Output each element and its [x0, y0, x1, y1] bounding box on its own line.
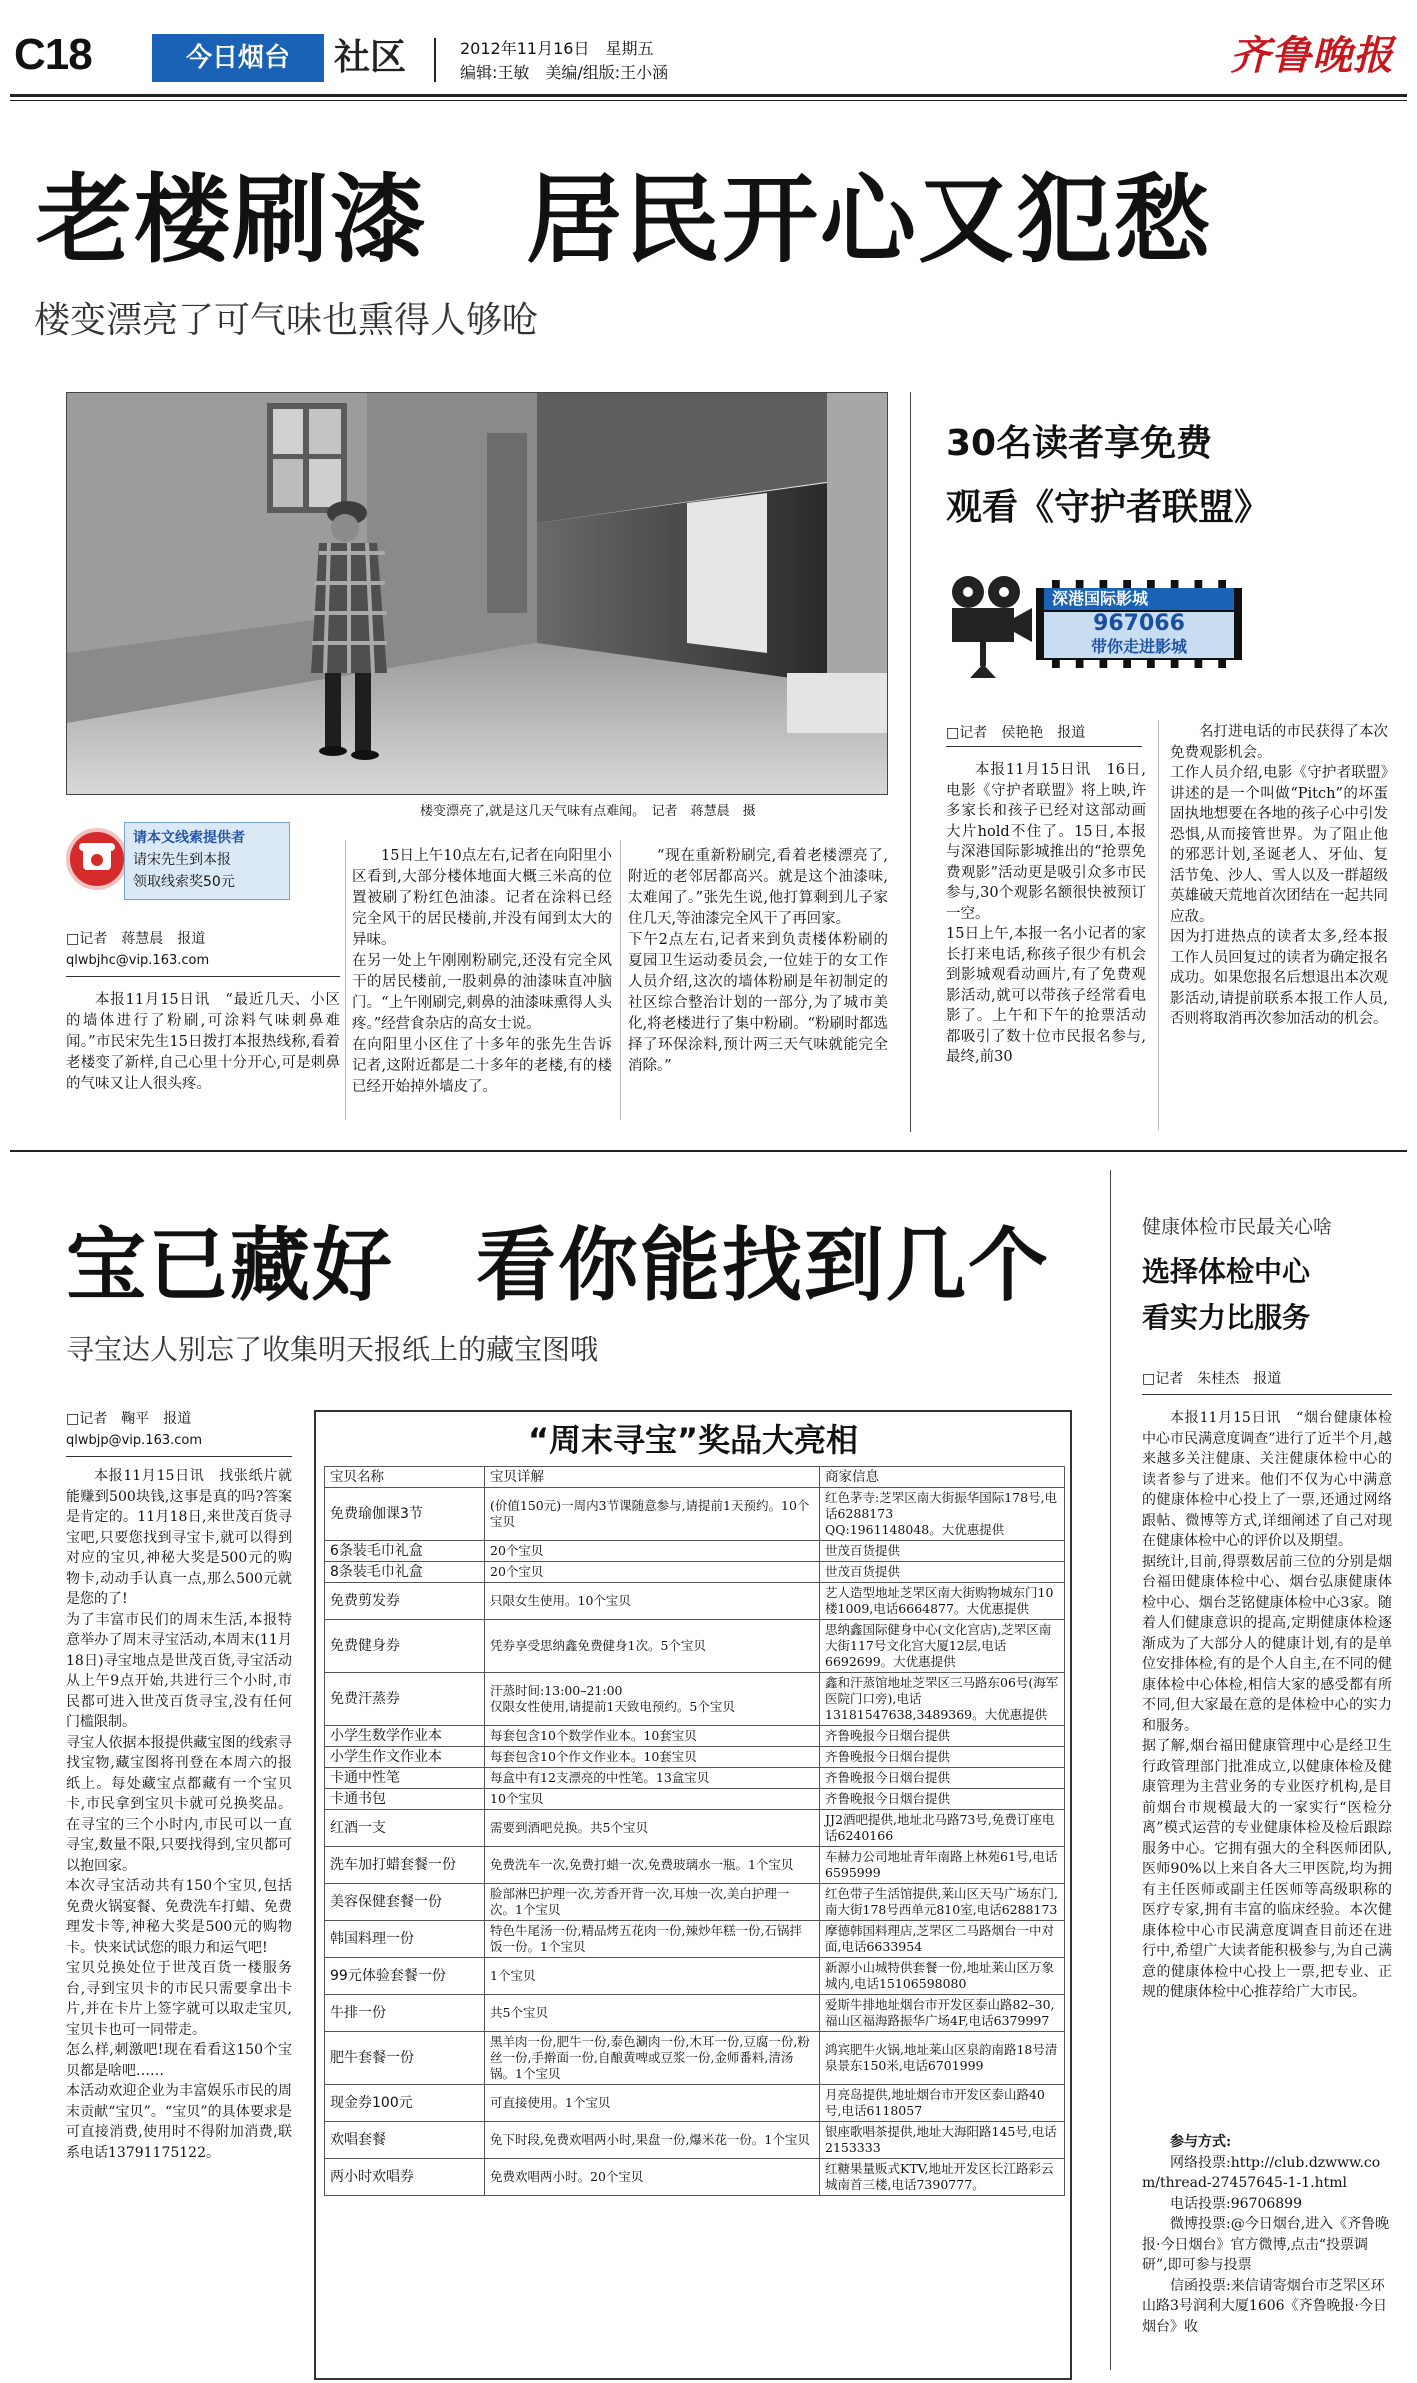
prize-merchant-cell: 世茂百货提供 [820, 1562, 1065, 1583]
prize-merchant-cell: 摩德韩国料理店,芝罘区二马路烟台一中对面,电话6633954 [820, 1921, 1065, 1958]
article3-byline: □记者 朱桂杰 报道 [1142, 1371, 1282, 1387]
prize-table-row [325, 1726, 1065, 1747]
film-reel-icon [946, 574, 1034, 678]
prize-detail-cell: 20个宝贝 [485, 1562, 820, 1583]
prize-merchant-cell: 红糖果量贩式KTV,地址开发区长江路彩云城南首三楼,电话7390777。 [820, 2159, 1065, 2196]
prize-merchant-cell: 鑫和汗蒸馆地址芝罘区三马路东06号(海军医院门口旁),电话13181547638,3489369。大优惠提供 [820, 1673, 1065, 1726]
prize-merchant-cell: 红色带子生活馆提供,莱山区天马广场东门,南大街178号西单元810室,电话6288173 [820, 1884, 1065, 1921]
masthead-rule [10, 94, 1407, 97]
prize-table-title: “周末寻宝”奖品大亮相 [527, 1421, 859, 1459]
prize-detail-cell: 每盒中有12支漂亮的中性笔。13盒宝贝 [485, 1768, 820, 1789]
section-rule-mid [10, 1150, 1407, 1152]
prize-detail-cell: 免费洗车一次,免费打蜡一次,免费玻璃水一瓶。1个宝贝 [485, 1847, 820, 1884]
article1-photo-caption: 楼变漂亮了,就是这几天气味有点难闻。 记者 蒋慧晨 摄 [420, 804, 756, 819]
prize-detail-cell: 20个宝贝 [485, 1541, 820, 1562]
prize-name-cell: 99元体验套餐一份 [325, 1958, 485, 1995]
hotline-text-box [124, 822, 290, 900]
promo-col2: 名打进电话的市民获得了本次免费观影机会。 工作人员介绍,电影《守护者联盟》讲述的是一个叫做“Pitch”的坏蛋固执地想要在各地的孩子心中引发恐惧,从而接管世界。为了阻止他的邪恶计划,圣诞老人、牙仙、复活节兔、沙人、雪人以及一群超级英雄破天荒地首次团结在一起共同应敌。 因为打进热点的读者太多,经本报工作人员回复过的读者为确定报名成功。如果您报名后想退出本次观影活动,请提前联系本报工作人员,否则将取消再次参加活动的机会。 [1170, 724, 1388, 1027]
prize-merchant-cell: 红色茅寺:芝罘区南大街振华国际178号,电话6288173 QQ:1961148048。大优惠提供 [820, 1488, 1065, 1541]
prize-table-row [325, 2122, 1065, 2159]
prize-detail-cell: 黑羊肉一份,肥牛一份,泰色涮肉一份,木耳一份,豆腐一份,粉丝一份,手擀面一份,自酿黄啤或豆浆一份,金师番料,清汤锅。1个宝贝 [485, 2032, 820, 2085]
howto-phone: 电话投票:96706899 [1170, 2195, 1302, 2212]
article1-headline: 老楼刷漆 居民开心又犯愁 [36, 164, 1212, 276]
article1-photo [66, 392, 888, 795]
promo-divider [910, 392, 911, 1132]
prize-detail-cell: 凭券享受思纳鑫免费健身1次。5个宝贝 [485, 1620, 820, 1673]
prize-name-cell: 美容保健套餐一份 [325, 1884, 485, 1921]
prize-detail-cell: 免费欢唱两小时。20个宝贝 [485, 2159, 820, 2196]
article2-body: 本报11月15日讯 找张纸片就能赚到500块钱,这事是真的吗?答案是肯定的。11月18日,来世茂百货寻宝吧,只要您找到寻宝卡,就可以得到对应的宝贝,神秘大奖是500元的购物卡,动动手认真一点,那么500元就是您的了! 为了丰富市民们的周末生活,本报特意举办了周末寻宝活动,本周末(11月18日)寻宝地点是世茂百货,寻宝活动从上午9点开始,共进行三个小时,市民都可进入世茂百货寻宝,没有任何门槛限制。 寻宝人依据本报提供藏宝图的线索寻找宝物,藏宝图将刊登在本周六的报纸上。每处藏宝点都藏有一个宝贝卡,市民拿到宝贝卡就可兑换奖品。在寻宝的三个小时内,市民可以一直寻宝,数量不限,只要找得到,宝贝都可以抱回家。 本次寻宝活动共有150个宝贝,包括免费火锅宴餐、免费洗车打蜡、免费理发卡等,神秘大奖是500元的购物卡。快来试试您的眼力和运气吧! 宝贝兑换处位于世茂百货一楼服务台,寻到宝贝卡的市民只需要拿出卡片,并在卡片上签字就可以取走宝贝,宝贝卡也可一同带走。 怎么样,刺激吧!现在看看这150个宝贝都是啥吧…… 本活动欢迎企业为丰富娱乐市民的周末贡献“宝贝”。“宝贝”的具体要求是可直接消费,使用时不得附加消费,联系电话13791175122。 [66, 1468, 292, 2161]
prize-detail-cell: 每套包含10个作文作业本。10套宝贝 [485, 1747, 820, 1768]
prize-merchant-cell: 齐鲁晚报今日烟台提供 [820, 1768, 1065, 1789]
cinema-slogan: 带你走进影城 [1044, 636, 1234, 658]
prize-merchant-cell: 车赫力公司地址青年南路上林苑61号,电话6595999 [820, 1847, 1065, 1884]
prize-merchant-cell: 艺人造型地址芝罘区南大街购物城东门10楼1009,电话6664877。大优惠提供 [820, 1583, 1065, 1620]
article1-email: qlwbjhc@vip.163.com [66, 953, 210, 968]
article1-col1: 本报11月15日讯 “最近几天、小区的墙体进行了粉刷,可涂料气味刺鼻难闻。”市民宋先生15日拨打本报热线称,看着老楼变了新样,自己心里十分开心,可是刺鼻的气味又让人很头疼。 [66, 992, 340, 1092]
article1-col-divider-2 [620, 840, 621, 1120]
prize-table-row [325, 2159, 1065, 2196]
article2-email: qlwbjp@vip.163.com [66, 1433, 203, 1448]
article3-headline-2: 看实力比服务 [1142, 1301, 1311, 1334]
prize-table-row [325, 1620, 1065, 1673]
date-line: 2012年11月16日 星期五 [460, 39, 654, 58]
prize-name-cell: 6条装毛巾礼盒 [325, 1541, 485, 1562]
prize-table-row [325, 1488, 1065, 1541]
masthead [0, 0, 1417, 120]
promo-col1: 本报11月15日讯 16日,电影《守护者联盟》将上映,许多家长和孩子已经对这部动画大片hold不住了。15日,本报与深港国际影城推出的“抢票免费观影”活动更是吸引众多市民参与,30个观影名额很快被预订一空。 15日上午,本报一名小记者的家长打来电话,称孩子很少有机会到影城观看动画片,有了免费观影活动,就可以带孩子经常看电影了。上午和下午的抢票活动都吸引了数十位市民报名参与,最终,前30 [946, 762, 1146, 1065]
prize-detail-cell: 每套包含10个数学作业本。10套宝贝 [485, 1726, 820, 1747]
prize-name-cell: 免费汗蒸券 [325, 1673, 485, 1726]
prize-table-row [325, 1747, 1065, 1768]
article1-byline: □记者 蒋慧晨 报道 [66, 931, 206, 947]
hotline-line-1: 请本文线索提供者 [133, 830, 245, 846]
prize-detail-cell: (价值150元)一周内3节课随意参与,请提前1天预约。10个宝贝 [485, 1488, 820, 1541]
howto-weibo: 微博投票:@今日烟台,进入《齐鲁晚报·今日烟台》官方微博,点击“投票调研”,即可参与投票 [1142, 2216, 1390, 2273]
cinema-name: 深港国际影城 [1044, 588, 1234, 610]
prize-name-cell: 卡通书包 [325, 1789, 485, 1810]
hotline-line-2: 请宋先生到本报 [133, 852, 231, 868]
prize-merchant-cell: JJ2酒吧提供,地址北马路73号,免费订座电话6240166 [820, 1810, 1065, 1847]
promo-title-2: 观看《守护者联盟》 [946, 487, 1271, 528]
prize-name-cell: 牛排一份 [325, 1995, 485, 2032]
prize-name-cell: 红酒一支 [325, 1810, 485, 1847]
prize-table-row [325, 1768, 1065, 1789]
hotline-badge [66, 816, 292, 908]
prize-table-row [325, 1810, 1065, 1847]
promo-byline-rule [946, 746, 1142, 747]
prize-header-name: 宝贝名称 [325, 1467, 485, 1488]
article3-howto [1142, 2132, 1392, 2337]
prize-header-detail: 宝贝详解 [485, 1467, 820, 1488]
prize-merchant-cell: 月亮岛提供,地址烟台市开发区泰山路40号,电话6118057 [820, 2085, 1065, 2122]
article3-divider [1110, 1170, 1111, 2370]
prize-merchant-cell: 爱斯牛排地址烟台市开发区泰山路82–30,福山区福海路振华广场4F,电话6379997 [820, 1995, 1065, 2032]
masthead-rule-thin [10, 100, 1407, 101]
prize-header-merchant: 商家信息 [820, 1467, 1065, 1488]
prize-name-cell: 卡通中性笔 [325, 1768, 485, 1789]
prize-table-row [325, 1847, 1065, 1884]
cinema-banner [946, 574, 1242, 684]
prize-table-row [325, 2085, 1065, 2122]
prize-table [324, 1466, 1065, 2196]
section-tag: 今日烟台 [152, 34, 324, 82]
prize-name-cell: 两小时欢唱券 [325, 2159, 485, 2196]
prize-detail-cell: 脸部淋巴护理一次,芳香开背一次,耳烛一次,美白护理一次。1个宝贝 [485, 1884, 820, 1921]
article1-col-divider-1 [345, 840, 346, 1120]
article2-byline-rule [66, 1456, 292, 1457]
prize-detail-cell: 共5个宝贝 [485, 1995, 820, 2032]
article1-col2: 15日上午10点左右,记者在向阳里小区看到,大部分楼体地面大概三米高的位置被刷了粉红色油漆。记者在涂料已经完全风干的居民楼前,并没有闻到太大的异味。 在另一处上午刚刚粉刷完,还没有完全风干的居民楼前,一股刺鼻的油漆味直冲脑门。“上午刚刷完,刺鼻的油漆味熏得人头疼。”经营食杂店的高女士说。 在向阳里小区住了十多年的张先生告诉记者,这附近都是二十多年的老楼,有的楼已经开始掉外墙皮了。 [352, 848, 612, 1095]
article3-byline-rule [1142, 1394, 1392, 1395]
newspaper-logo: 齐鲁晚报 [1230, 32, 1394, 79]
prize-detail-cell: 特色牛尾汤一份,精品烤五花肉一份,辣炒年糕一份,石锅拌饭一份。1个宝贝 [485, 1921, 820, 1958]
howto-web: 网络投票:http://club.dzwww.com/thread-27457645-1-1.html [1142, 2154, 1381, 2191]
prize-name-cell: 免费瑜伽课3节 [325, 1488, 485, 1541]
howto-title: 参与方式: [1170, 2134, 1232, 2150]
prize-name-cell: 洗车加打蜡套餐一份 [325, 1847, 485, 1884]
prize-detail-cell: 汗蒸时间:13:00–21:00 仅限女性使用,请提前1天致电预约。5个宝贝 [485, 1673, 820, 1726]
page-number: C18 [14, 30, 92, 79]
prize-table-row [325, 1789, 1065, 1810]
prize-merchant-cell: 鸿宾肥牛火锅,地址莱山区泉韵南路18号清泉景东150米,电话6701999 [820, 2032, 1065, 2085]
prize-table-row [325, 1884, 1065, 1921]
prize-table-row [325, 1995, 1065, 2032]
masthead-divider [434, 38, 436, 82]
prize-name-cell: 免费健身券 [325, 1620, 485, 1673]
prize-detail-cell: 免下时段,免费欢唱两小时,果盘一份,爆米花一份。1个宝贝 [485, 2122, 820, 2159]
cinema-phone: 967066 [1044, 612, 1234, 636]
prize-table-box [314, 1410, 1072, 2380]
prize-name-cell: 小学生数学作业本 [325, 1726, 485, 1747]
promo-title-1: 30名读者享免费 [946, 423, 1213, 464]
prize-name-cell: 现金券100元 [325, 2085, 485, 2122]
article2-subhead: 寻宝达人别忘了收集明天报纸上的藏宝图哦 [66, 1333, 599, 1366]
article2-byline: □记者 鞠平 报道 [66, 1411, 192, 1427]
hotline-phone-icon [66, 828, 128, 890]
hotline-line-3: 领取线索奖50元 [133, 874, 235, 890]
prize-detail-cell: 1个宝贝 [485, 1958, 820, 1995]
prize-table-row [325, 1583, 1065, 1620]
prize-name-cell: 肥牛套餐一份 [325, 2032, 485, 2085]
prize-merchant-cell: 齐鲁晚报今日烟台提供 [820, 1789, 1065, 1810]
prize-table-header-row [325, 1467, 1065, 1488]
prize-table-row [325, 1541, 1065, 1562]
editor-line: 编辑:王敏 美编/组版:王小涵 [460, 63, 669, 82]
article2-headline: 宝已藏好 看你能找到几个 [66, 1219, 1050, 1312]
prize-detail-cell: 可直接使用。1个宝贝 [485, 2085, 820, 2122]
prize-merchant-cell: 新源小山城特供套餐一份,地址莱山区万象城内,电话15106598080 [820, 1958, 1065, 1995]
prize-name-cell: 韩国料理一份 [325, 1921, 485, 1958]
promo-col-divider [1158, 720, 1159, 1130]
prize-merchant-cell: 思纳鑫国际健身中心(文化宫店),芝罘区南大街117号文化宫大厦12层,电话6692699。大优惠提供 [820, 1620, 1065, 1673]
prize-detail-cell: 需要到酒吧兑换。共5个宝贝 [485, 1810, 820, 1847]
prize-name-cell: 欢唱套餐 [325, 2122, 485, 2159]
promo-byline: □记者 侯艳艳 报道 [946, 725, 1086, 741]
prize-detail-cell: 只限女生使用。10个宝贝 [485, 1583, 820, 1620]
article3-headline-1: 选择体检中心 [1142, 1255, 1311, 1288]
prize-table-row [325, 1958, 1065, 1995]
prize-table-row [325, 2032, 1065, 2085]
prize-merchant-cell: 银座歌唱茶提供,地址大海阳路145号,电话2153333 [820, 2122, 1065, 2159]
article3-kicker: 健康体检市民最关心啥 [1142, 1216, 1333, 1238]
alley-photo-graphic [67, 393, 888, 795]
prize-name-cell: 免费剪发券 [325, 1583, 485, 1620]
prize-name-cell: 小学生作文作业本 [325, 1747, 485, 1768]
prize-merchant-cell: 世茂百货提供 [820, 1541, 1065, 1562]
article1-byline-rule [66, 976, 340, 977]
article1-col3: “现在重新粉刷完,看着老楼漂亮了,附近的老邻居都高兴。就是这个油漆味,太难闻了。”张先生说,他打算剩到儿子家住几天,等油漆完全风干了再回家。 下午2点左右,记者来到负责楼体粉刷的夏园卫生运动委员会,一位娃于的女工作人员介绍,这次的墙体粉刷是年初制定的社区综合整治计划的一部分,为了城市美化,将老楼进行了集中粉刷。“粉刷时都选择了环保涂料,预计两三天气味就能完全消除。” [628, 848, 888, 1074]
howto-mail: 信函投票:来信请寄烟台市芝罘区环山路3号润利大厦1606《齐鲁晚报·今日烟台》收 [1142, 2277, 1387, 2335]
prize-detail-cell: 10个宝贝 [485, 1789, 820, 1810]
prize-name-cell: 8条装毛巾礼盒 [325, 1562, 485, 1583]
prize-merchant-cell: 齐鲁晚报今日烟台提供 [820, 1747, 1065, 1768]
section-name: 社区 [334, 37, 407, 78]
prize-table-row [325, 1562, 1065, 1583]
article1-subhead: 楼变漂亮了可气味也熏得人够呛 [34, 300, 539, 341]
article3-body: 本报11月15日讯 “烟台健康体检中心市民满意度调查”进行了近半个月,越来越多关注健康、关注健康体检中心的读者参与了进来。他们不仅为心中满意的健康体检中心投上了一票,还通过网络跟帖、微博等方式,详细阐述了自己对现在健康体检中心的评价以及期望。 据统计,目前,得票数居前三位的分别是烟台福田健康体检中心、烟台弘康健康体检中心、烟台芝铭健康体检中心3家。随着人们健康意识的提高,定期健康体检逐渐成为了大部分人的健康计划,有的是单位安排体检,有的是个人自主,在不同的健康体检中心体检,相信大家的感受都有所不同,但大家最在意的是体检中心的实力和服务。 据了解,烟台福田健康管理中心是经卫生行政管理部门批准成立,以健康体检及健康管理为主营业务的专业医疗机构,是目前烟台市规模最大的一家实行“医检分离”模式运营的专业健康体检及检后跟踪服务中心。它拥有强大的全科医师团队,医师90%以上来自各大三甲医院,均为拥有主任医师或副主任医师等高级职称的医疗专家,拥有丰富的临床经验。本次健康体检中心市民满意度调查目前还在进行中,希望广大读者能积极参与,为自己满意的健康体检中心投上一票,把专业、正规的健康体检中心推荐给广大市民。 [1142, 1410, 1392, 2000]
prize-merchant-cell: 齐鲁晚报今日烟台提供 [820, 1726, 1065, 1747]
prize-table-row [325, 1673, 1065, 1726]
prize-table-row [325, 1921, 1065, 1958]
